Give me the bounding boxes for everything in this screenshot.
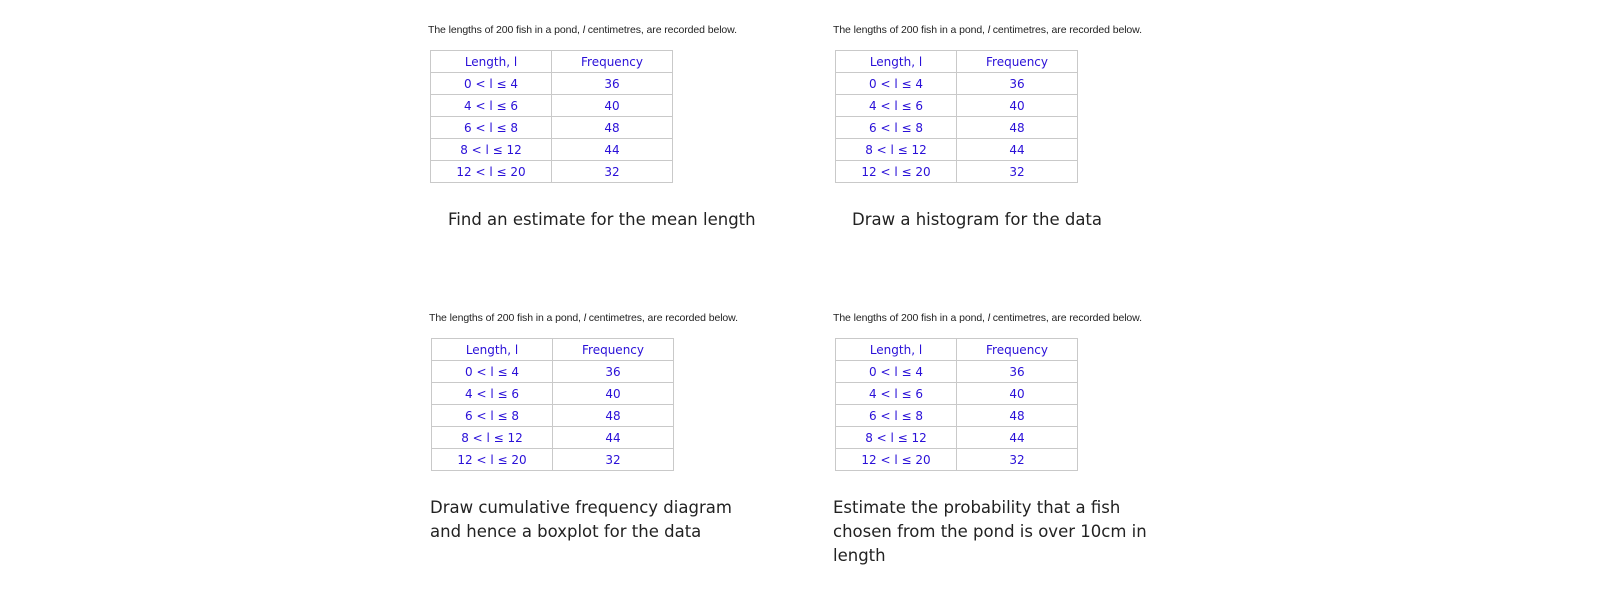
intro-text: The lengths of 200 fish in a pond, l centimetres, are recorded below. — [428, 24, 737, 36]
table-row — [432, 405, 674, 427]
table-row — [431, 139, 673, 161]
intro-text: The lengths of 200 fish in a pond, l centimetres, are recorded below. — [833, 312, 1142, 324]
table-row — [432, 427, 674, 449]
task-mean: Find an estimate for the mean length — [448, 210, 756, 229]
length-cell: 12 < l ≤ 20 — [431, 161, 552, 183]
panel-probability — [833, 312, 1173, 471]
frequency-cell: 48 — [957, 405, 1078, 427]
length-cell: 4 < l ≤ 6 — [432, 383, 553, 405]
frequency-cell: 32 — [553, 449, 674, 471]
table-row — [836, 449, 1078, 471]
length-cell: 0 < l ≤ 4 — [432, 361, 553, 383]
table-row — [836, 161, 1078, 183]
intro-text: The lengths of 200 fish in a pond, l centimetres, are recorded below. — [833, 24, 1142, 36]
header-frequency: Frequency — [552, 51, 673, 73]
frequency-cell: 36 — [957, 73, 1078, 95]
length-cell: 0 < l ≤ 4 — [836, 73, 957, 95]
frequency-cell: 36 — [552, 73, 673, 95]
table-row — [431, 161, 673, 183]
frequency-cell: 40 — [553, 383, 674, 405]
frequency-table — [431, 338, 674, 471]
frequency-cell: 40 — [957, 383, 1078, 405]
frequency-cell: 44 — [957, 427, 1078, 449]
length-cell: 6 < l ≤ 8 — [836, 405, 957, 427]
table-header-row — [836, 51, 1078, 73]
header-length: Length, l — [836, 51, 957, 73]
task-histogram: Draw a histogram for the data — [852, 210, 1103, 229]
table-row — [836, 95, 1078, 117]
frequency-cell: 32 — [957, 449, 1078, 471]
table-row — [836, 139, 1078, 161]
header-frequency: Frequency — [957, 339, 1078, 361]
intro-text: The lengths of 200 fish in a pond, l centimetres, are recorded below. — [429, 312, 738, 324]
table-row — [836, 405, 1078, 427]
frequency-cell: 44 — [957, 139, 1078, 161]
length-cell: 8 < l ≤ 12 — [836, 139, 957, 161]
header-length: Length, l — [836, 339, 957, 361]
table-row — [432, 383, 674, 405]
length-cell: 12 < l ≤ 20 — [432, 449, 553, 471]
frequency-cell: 48 — [553, 405, 674, 427]
length-cell: 6 < l ≤ 8 — [431, 117, 552, 139]
table-header-row — [432, 339, 674, 361]
panel-histogram — [833, 24, 1173, 183]
frequency-table — [430, 50, 673, 183]
table-row — [836, 427, 1078, 449]
length-cell: 4 < l ≤ 6 — [836, 383, 957, 405]
task-cumulative: Draw cumulative frequency diagram and hence a boxplot for the data — [430, 498, 732, 541]
table-row — [431, 73, 673, 95]
frequency-cell: 44 — [553, 427, 674, 449]
panel-cumulative — [429, 312, 769, 471]
table-row — [431, 95, 673, 117]
frequency-cell: 40 — [957, 95, 1078, 117]
table-row — [432, 361, 674, 383]
frequency-cell: 44 — [552, 139, 673, 161]
panel-mean — [428, 24, 768, 183]
header-length: Length, l — [431, 51, 552, 73]
table-row — [431, 117, 673, 139]
table-row — [836, 361, 1078, 383]
header-frequency: Frequency — [553, 339, 674, 361]
header-frequency: Frequency — [957, 51, 1078, 73]
header-length: Length, l — [432, 339, 553, 361]
length-cell: 12 < l ≤ 20 — [836, 449, 957, 471]
length-cell: 8 < l ≤ 12 — [836, 427, 957, 449]
length-cell: 4 < l ≤ 6 — [431, 95, 552, 117]
table-header-row — [836, 339, 1078, 361]
frequency-cell: 32 — [552, 161, 673, 183]
frequency-cell: 36 — [553, 361, 674, 383]
length-cell: 12 < l ≤ 20 — [836, 161, 957, 183]
length-cell: 6 < l ≤ 8 — [836, 117, 957, 139]
table-header-row — [431, 51, 673, 73]
length-cell: 4 < l ≤ 6 — [836, 95, 957, 117]
length-cell: 8 < l ≤ 12 — [431, 139, 552, 161]
length-cell: 0 < l ≤ 4 — [431, 73, 552, 95]
length-cell: 0 < l ≤ 4 — [836, 361, 957, 383]
length-cell: 6 < l ≤ 8 — [432, 405, 553, 427]
frequency-cell: 32 — [957, 161, 1078, 183]
length-cell: 8 < l ≤ 12 — [432, 427, 553, 449]
task-probability: Estimate the probability that a fish chosen from the pond is over 10cm in length — [833, 498, 1147, 565]
frequency-table — [835, 338, 1078, 471]
table-row — [836, 73, 1078, 95]
frequency-cell: 36 — [957, 361, 1078, 383]
frequency-cell: 40 — [552, 95, 673, 117]
table-row — [836, 117, 1078, 139]
frequency-cell: 48 — [552, 117, 673, 139]
frequency-table — [835, 50, 1078, 183]
frequency-cell: 48 — [957, 117, 1078, 139]
table-row — [432, 449, 674, 471]
table-row — [836, 383, 1078, 405]
